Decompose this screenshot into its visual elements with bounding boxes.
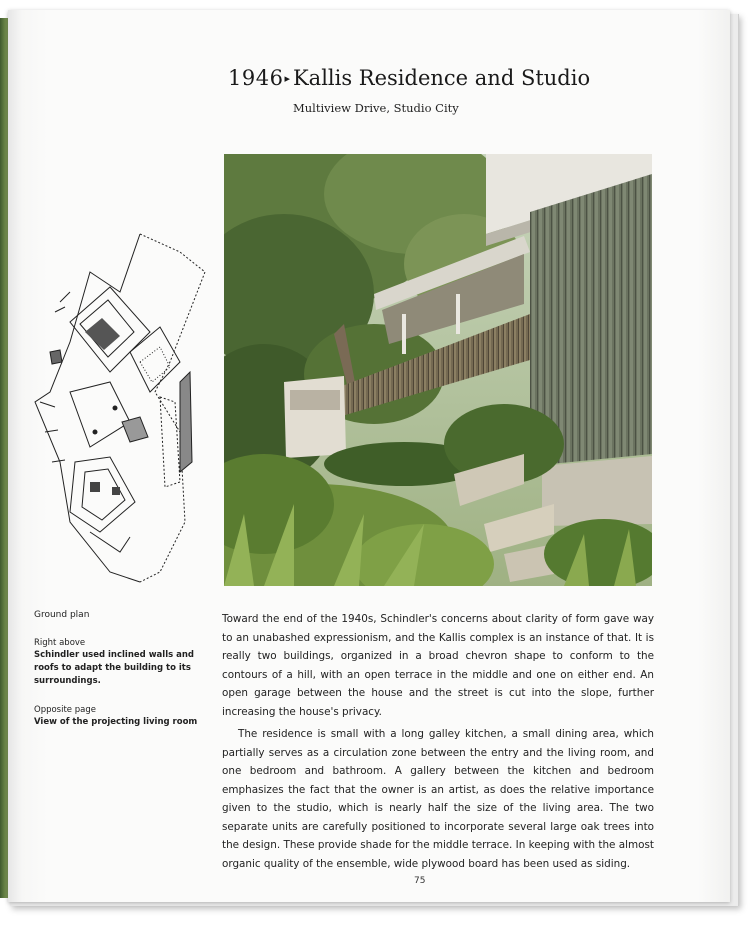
caption-opposite-label: Opposite page <box>34 705 96 715</box>
body-paragraph-2: The residence is small with a long galley kitchen, a small dining area, which partially serves as a circulation zone between the entry and the living room, and one bedroom and bathroom. A gallery between the kitchen and bedroom emphasizes the fact that the owner is an artist, as does the relative importance given to the studio, which is nearly half the size of the living area. The two separate units are carefully positioned to incorporate several large oak trees into the design. These provide shade for the middle terrace. In keeping with the almost organic quality of the ensemble, wide plywood board has been used as siding. <box>222 728 654 870</box>
title-year: 1946 <box>228 66 284 90</box>
caption-opposite-text: View of the projecting living room <box>34 717 198 727</box>
caption-column <box>34 609 209 729</box>
ground-plan-drawing <box>30 232 210 592</box>
title-arrow-icon: ▸ <box>284 72 290 85</box>
caption-right-above-label: Right above <box>34 638 86 648</box>
title-text: Kallis Residence and Studio <box>292 66 591 90</box>
page-number: 75 <box>414 876 426 886</box>
body-text <box>222 610 654 873</box>
body-paragraph-1: Toward the end of the 1940s, Schindler's concerns about clarity of form gave way to an unabashed expressionism, and the Kallis complex is an instance of that. It is really two buildings, organized in a broad chevron shape to conform to the contours of a hill, with an open terrace in the middle and one on either end. An open garage between the house and the street is cut into the slope, further increasing the house's privacy. <box>222 613 654 718</box>
caption-ground-plan: Ground plan <box>34 610 90 620</box>
house-photograph <box>224 154 652 586</box>
page-title <box>228 66 591 90</box>
caption-right-above-text: Schindler used inclined walls and roofs to adapt the building to its surroundings. <box>34 650 195 686</box>
page-subtitle: Multiview Drive, Studio City <box>293 101 459 115</box>
